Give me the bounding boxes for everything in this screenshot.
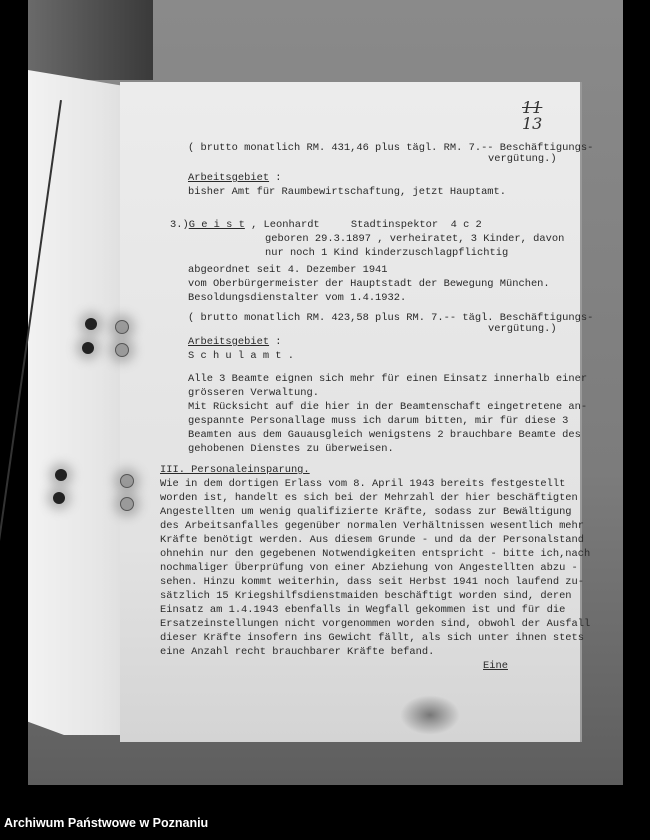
- section-3-heading: III. Personaleinsparung.: [160, 464, 310, 476]
- summary-line: Beamten aus dem Gauausgleich wenigstens 2 brauchbare Beamte des: [188, 429, 581, 441]
- entry-3-salary-cont: vergütung.): [488, 323, 557, 335]
- entry-3-seniority: Besoldungsdienstalter vom 1.4.1932.: [188, 292, 407, 304]
- folio-new: 13: [522, 114, 543, 133]
- section-3-line: Wie in dem dortigen Erlass vom 8. April 1943 bereits festgestellt: [160, 478, 566, 490]
- section-3-line: Kräfte benötigt werden. Aus diesem Grunde - und da der Personalstand: [160, 534, 585, 546]
- section-3-line: ohnehin nur den gegebenen Notwendigkeiten entspricht - bitte ich,nach: [160, 548, 591, 560]
- section-3-line: worden ist, handelt es sich bei der Mehrzahl der hier beschäftigten: [160, 492, 578, 504]
- summary-line: Alle 3 Beamte eignen sich mehr für einen Einsatz innerhalb einer: [188, 373, 588, 385]
- salary-line-cont: vergütung.): [488, 153, 557, 165]
- salary-line: ( brutto monatlich RM. 431,46 plus tägl. RM. 7.-- Beschäftigungs-: [188, 142, 594, 154]
- section-3-line: nochmaliger Überprüfung von einer Abziehung von Angestellten abzu -: [160, 562, 578, 574]
- entry-3-area-text: S c h u l a m t .: [188, 350, 295, 362]
- section-3-line: dieser Kräfte insofern ins Gewicht fällt, als sich unter ihnen stets: [160, 632, 585, 644]
- entry-3-origin: vom Oberbürgermeister der Hauptstadt der Bewegung München.: [188, 278, 550, 290]
- section-3-line: sehen. Hinzu kommt weiterhin, dass seit Herbst 1941 noch laufend zu-: [160, 576, 585, 588]
- entry-3-birth: geboren 29.3.1897 , verheiratet, 3 Kinder, davon: [265, 233, 565, 245]
- punch-hole-icon: [82, 342, 94, 354]
- summary-line: Mit Rücksicht auf die hier in der Beamtenschaft eingetretene an-: [188, 401, 588, 413]
- section-3-line: Einsatz am 1.4.1943 ebenfalls in Wegfall gekommen ist und für die: [160, 604, 566, 616]
- punch-hole-icon: [85, 318, 97, 330]
- summary-line: gespannte Personallage muss ich darum bitten, mir für diese 3: [188, 415, 569, 427]
- entry-3-children: nur noch 1 Kind kinderzuschlagpflichtig: [265, 247, 509, 259]
- section-3-line: Ersatzeinstellungen nicht vorgenommen worden sind, obwohl der Ausfall: [160, 618, 591, 630]
- entry-3-area-heading: Arbeitsgebiet :: [188, 336, 282, 348]
- punch-hole-icon: [53, 492, 65, 504]
- archive-caption: Archiwum Państwowe w Poznaniu: [4, 816, 209, 830]
- summary-line: grösseren Verwaltung.: [188, 387, 319, 399]
- punch-hole-icon: [120, 474, 134, 488]
- entry-3-salary: ( brutto monatlich RM. 423,58 plus RM. 7.-- tägl. Beschäftigungs-: [188, 312, 594, 324]
- scan-shadow: [28, 0, 153, 80]
- ink-stain: [400, 695, 460, 735]
- surname: G e i s t: [188, 219, 245, 231]
- section-3-line: eine Anzahl recht brauchbarer Kräfte befand.: [160, 646, 435, 658]
- section-3-line: Angestellten um wenig qualifizierte Kräfte, sodass zur Bewältigung: [160, 506, 572, 518]
- entry-3-seconded: abgeordnet seit 4. Dezember 1941: [188, 264, 388, 276]
- summary-line: gehobenen Dienstes zu überweisen.: [188, 443, 394, 455]
- folio-number: [522, 100, 542, 132]
- catchword: Eine: [483, 660, 508, 672]
- section-3-line: des Arbeitsanfalles gegenüber normalen Verhältnissen wesentlich mehr: [160, 520, 585, 532]
- punch-hole-icon: [120, 497, 134, 511]
- folio-old: 11: [522, 98, 543, 117]
- work-area-text: bisher Amt für Raumbewirtschaftung, jetzt Hauptamt.: [188, 186, 507, 198]
- punch-hole-icon: [115, 343, 129, 357]
- section-3-line: sätzlich 15 Kriegshilfsdienstmaiden beschäftigt worden sind, deren: [160, 590, 572, 602]
- work-area-heading: Arbeitsgebiet :: [188, 172, 282, 184]
- punch-hole-icon: [115, 320, 129, 334]
- entry-3-header: 3.)G e i s t , Leonhardt Stadtinspektor 4 c 2: [170, 219, 482, 231]
- punch-hole-icon: [55, 469, 67, 481]
